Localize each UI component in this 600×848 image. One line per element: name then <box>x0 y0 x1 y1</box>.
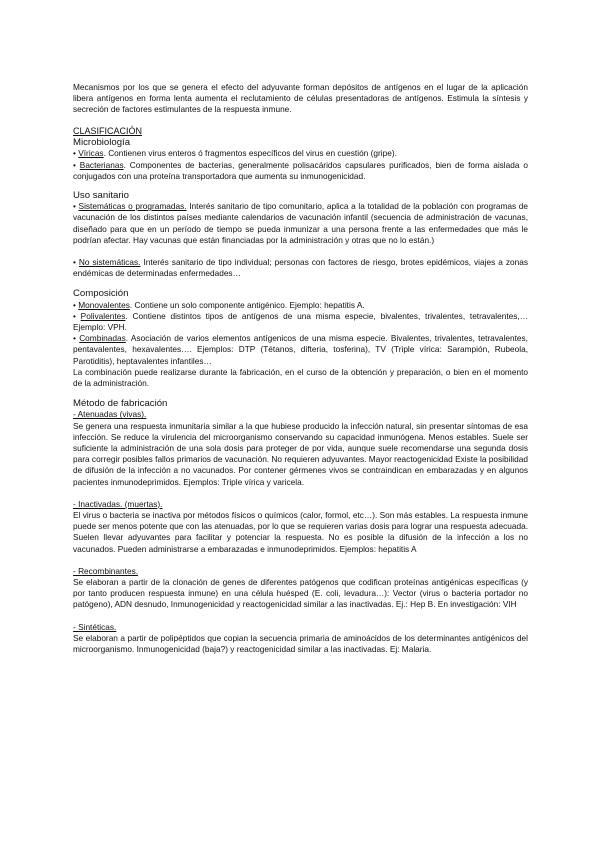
term-atenuadas: - Atenuadas (vivas). <box>73 409 147 420</box>
composicion-note: La combinación puede realizarse durante la fabricación, en el curso de la obtención y preparación, o bien en el momento de la administración. <box>73 366 528 388</box>
term-recombinantes: - Recombinantes. <box>73 565 139 576</box>
item-viricas: • Víricas. Contienen virus enteros ó fragmentos específicos del virus en cuestión (gripe). <box>73 148 397 159</box>
term-combinadas: Combinadas <box>79 333 126 344</box>
term-sinteticas: - Sintéticas. <box>73 621 117 632</box>
term-viricas: Víricas <box>78 148 104 159</box>
text-no-sistematicas: Interés sanitario de tipo individual; personas con factores de riesgo, brotes epidémicos, viajes a zonas endémicas de determinadas enfermedades… <box>73 256 528 279</box>
section-title-clasificacion: CLASIFICACIÓN <box>73 125 143 136</box>
heading-uso-sanitario: Uso sanitario <box>73 189 129 201</box>
heading-composicion: Composición <box>73 288 129 300</box>
text-recombinantes: Se elaboran a partir de la clonación de genes de diferentes patógenos que codifican proteínas antigénicas específicas (y por tanto producen respuesta inmune) en una célula huésped (E. coli, levadura…): Vector (virus o bacteria portador no patógeno), ADN desnudo, Inmunogenicidad y reactogenicidad similar a las inactivadas. Ej.: Hep B. En investigación: VIH <box>73 577 528 610</box>
term-monovalentes: Monovalentes <box>78 299 130 310</box>
term-polivalentes: Polivalentes <box>80 310 126 321</box>
item-bacterianas: • Bacterianas. Componentes de bacterias, generalmente polisacáridos capsulares purificados, bien de forma aislada o conjugados con una proteína transportadora que aumenta su inmunogenicidad. <box>73 159 528 181</box>
text-inactivadas: El virus o bacteria se inactiva por métodos físicos o químicos (calor, formol, etc…). Son más estables. La respuesta inmune puede ser menos potente que con las atenuadas, por lo que se requieren varias dosis para lograr una respuesta adecuada. Suelen llevar adyuvantes para facilitar y potenciar la respuesta. No es posible la difusión de la infección a los no vacunados. Pueden administrarse a embarazadas e inmunodeprimidos. Ejemplos: hepatitis A <box>73 510 528 554</box>
term-bacterianas: Bacterianas <box>79 159 124 170</box>
item-polivalentes: • Polivalentes. Contiene distintos tipos de antígenos de una misma especie, bivalentes, trivalentes, tetravalentes,… Ejemplo: VPH. <box>73 310 528 332</box>
intro-paragraph: Mecanismos por los que se genera el efecto del adyuvante forman depósitos de antígenos en el lugar de la aplicación libera antígenos en forma lenta aumenta el reclutamiento de células presentadoras de antígenos. Estimula la síntesis y secreción de factores estimulantes de la respuesta inmune. <box>73 82 528 115</box>
text-polivalentes: . Contiene distintos tipos de antígenos de una misma especie, bivalentes, trivalentes, tetravalentes,… Ejemplo: VPH. <box>73 310 528 332</box>
term-no-sistematicas: No sistemáticas. <box>78 256 141 267</box>
item-no-sistematicas: • No sistemáticas. Interés sanitario de tipo individual; personas con factores de riesgo, brotes epidémicos, viajes a zonas endémicas de determinadas enfermedades… <box>73 256 528 279</box>
text-viricas: . Contienen virus enteros ó fragmentos específicos del virus en cuestión (gripe). <box>103 148 397 159</box>
term-inactivadas: - Inactivadas. (muertas). <box>73 498 163 509</box>
term-sistematicas: Sistemáticas o programadas. <box>78 201 187 212</box>
heading-microbiologia: Microbiología <box>73 137 131 149</box>
item-sistematicas: • Sistemáticas o programadas. Interés sanitario de tipo comunitario, aplica a la totalidad de la población con programas de vacunación de los distintos países mediante calendarios de vacunación infantil (secuencia de administración de vacunas, diseñado para que en un período de tiempo se pueda inmunizar a una persona frente a las enfermedades que más le podrían afectar. Hay vacunas que están financiadas por la administración y otras que no lo están.) <box>73 201 528 245</box>
text-combinadas: . Asociación de varios elementos antígenicos de una misma especie. Bivalentes, trivalentes, tetravalentes, pentavalentes, hexavalentes…. Ejemplos: DTP (Tétanos, difteria, tosferina), TV (Triple vírica: Sarampión, Rubeola, Parotiditis), heptavalentes infantiles… <box>73 333 528 366</box>
item-combinadas: • Combinadas. Asociación de varios elementos antígenicos de una misma especie. Bivalentes, trivalentes, tetravalentes, pentavalentes, hexavalentes…. Ejemplos: DTP (Tétanos, difteria, tosferina), TV (Triple vírica: Sarampión, Rubeola, Parotiditis), heptavalentes infantiles… <box>73 333 528 366</box>
text-bacterianas: . Componentes de bacterias, generalmente polisacáridos capsulares purificados, bien de forma aislada o conjugados con una proteína transportadora que aumenta su inmunogenicidad. <box>73 159 528 181</box>
heading-metodo-fabricacion: Método de fabricación <box>73 398 168 410</box>
text-monovalentes: . Contiene un solo componente antigénico. Ejemplo: hepatitis A. <box>129 299 365 310</box>
item-monovalentes: • Monovalentes. Contiene un solo componente antigénico. Ejemplo: hepatitis A. <box>73 299 365 310</box>
text-atenuadas: Se genera una respuesta inmunitaria similar a la que hubiese producido la infección natural, sin presentar síntomas de esa infección. Se reduce la virulencia del microorganismo conservando su capacidad inmunógena. Menos estables. Suele ser suficiente la administración de una sola dosis para proteger de por vida, aunque suele recomendarse una segunda dosis para corregir posibles fallos primarios de vacunación. No requieren adyuvantes. Mayor reactogenicidad Existe la posibilidad de difusión de la infección a no vacunados. Por contener gérmenes vivos se contraindican en embarazadas y en algunos pacientes inmunodeprimidos. Ejemplos: Triple vírica y varicela. <box>73 420 528 487</box>
text-sinteticas: Se elaboran a partir de polipéptidos que copian la secuencia primaria de aminoácidos de los determinantes antigénicos del microorganismo. Inmunogenicidad (baja?) y reactogenicidad similar a las inactivadas. Ej: Malaria. <box>73 632 528 655</box>
text-sistematicas: Interés sanitario de tipo comunitario, aplica a la totalidad de la población con programas de vacunación de los distintos países mediante calendarios de vacunación infantil (secuencia de administración de vacunas, diseñado para que en un período de tiempo se pueda inmunizar a una persona frente a las enfermedades que más le podrían afectar. Hay vacunas que están financiadas por la administración y otras que no lo están.) <box>73 201 528 245</box>
